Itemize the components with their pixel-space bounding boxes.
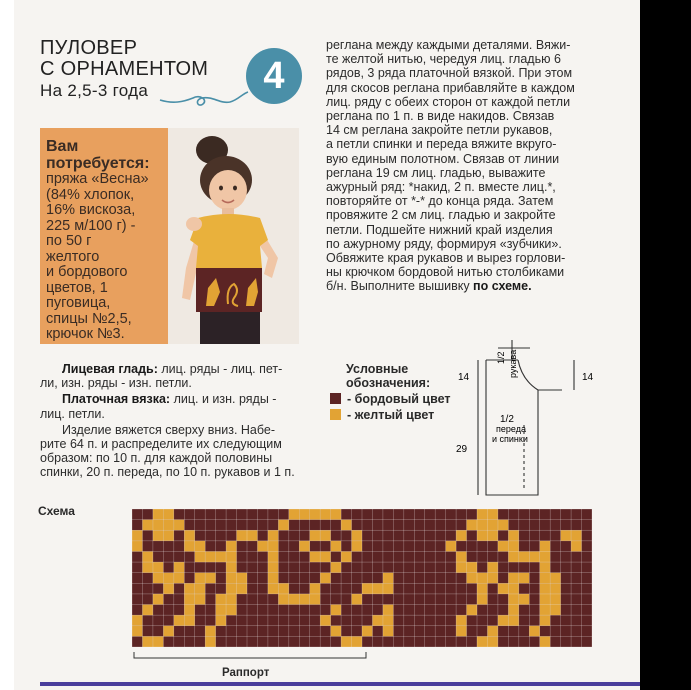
materials-line: по 50 г [46,233,92,249]
chart-cell-motif [477,520,487,531]
chart-cell-motif [226,605,236,616]
garter-text-1: лиц. и изн. ряды - [170,392,277,407]
chart-cell-motif [174,573,184,584]
chart-cell-motif [320,530,330,541]
chart-cell-motif [529,551,539,562]
chart-cell-motif [184,530,194,541]
chart-cell-motif [519,594,529,605]
instruction-line: реглана 19 см лиц. гладью, выважите [326,165,546,180]
chart-cell-motif [195,551,205,562]
title-line-2: С ОРНАМЕНТОМ [40,58,209,80]
legend-heading-line-1: Условные [346,362,409,376]
materials-line: 16% вискоза, [46,202,136,218]
chart-cell-motif [226,594,236,605]
instruction-line: петли. Подшейте нижний край изделия [326,222,553,237]
chart-cell-motif [331,562,341,573]
bottom-rule [40,682,640,686]
instruction-line: для скосов реглана прибавляйте в каждом [326,80,575,95]
chart-cell-motif [268,530,278,541]
chart-cell-motif [310,594,320,605]
instruction-last-text: б/н. Выполните вышивку [326,279,474,294]
instruction-line: по ажурному ряду, формируя «зубчики». [326,236,562,251]
instruction-line: 14 см реглана закройте петли рукавов, [326,123,553,138]
decorative-swirl-icon [158,84,258,110]
instruction-line: ажурный ряд: *накид, 2 п. вместе лиц.*, [326,180,556,195]
chart-cell-motif [257,541,267,552]
legend-heading-line-2: обозначения: [346,376,431,390]
instructions-column [326,38,622,294]
chart-cell-motif [174,615,184,626]
materials-list [46,172,170,343]
chart-cell-motif [184,541,194,552]
instruction-line: ны крючком бордовой нитью столбиками [326,265,565,280]
chart-cell-motif [226,551,236,562]
chart-cell-motif [540,636,550,647]
chart-cell-motif [205,626,215,637]
burgundy-swatch [330,393,341,404]
length-dimension: 29 [456,444,468,455]
legend-burgundy [330,392,451,406]
chart-cell-motif [487,562,497,573]
chart-cell-motif [289,594,299,605]
chart-cell-motif [540,562,550,573]
chart-cell-motif [132,626,142,637]
chart-cell-motif [237,573,247,584]
chart-cell-motif [268,541,278,552]
chart-cell-motif [456,562,466,573]
chart-cell-motif [352,594,362,605]
chart-cell-motif [184,605,194,616]
instruction-line: а петли спинки и переда вяжите вкруго- [326,137,557,152]
chart-cell-motif [456,530,466,541]
chart-cell-motif [163,583,173,594]
chart-cell-motif [477,530,487,541]
chart-cell-motif [320,509,330,520]
chart-cell-motif [467,605,477,616]
stockinette-label: Лицевая гладь: [62,362,158,376]
chart-cell-motif [205,551,215,562]
chart-cell-motif [508,615,518,626]
chart-cell-motif [216,594,226,605]
materials-line: 225 м/100 г) - [46,217,136,234]
chart-cell-motif [508,573,518,584]
chart-cell-motif [184,583,194,594]
garter-text-2: лиц. петли. [40,406,105,421]
chart-cell-motif [163,530,173,541]
chart-cell-motif [508,594,518,605]
chart-cell-motif [153,509,163,520]
chart-cell-motif [467,562,477,573]
chart-cell-motif [341,636,351,647]
intro-line: Изделие вяжется сверху вниз. Набе- [62,422,276,437]
chart-cell-motif [132,615,142,626]
instruction-line: провяжите 2 см лиц. гладью и закройте [326,208,556,223]
chart-cell-motif [226,562,236,573]
chart-cell-motif [184,594,194,605]
chart-cell-motif [216,605,226,616]
chart-cell-motif [310,530,320,541]
materials-line: спицы №2,5, [46,310,132,327]
chart-cell-motif [508,530,518,541]
materials-line: цветов, 1 [46,279,108,296]
chart-cell-motif [320,551,330,562]
chart-cell-motif [487,636,497,647]
left-margin [0,0,14,690]
chart-cell-motif [498,583,508,594]
colorwork-chart [132,509,592,647]
chart-cell-motif [142,562,152,573]
chart-cell-motif [142,520,152,531]
chart-cell-motif [487,530,497,541]
chart-cell-motif [226,541,236,552]
article-number-badge: 4 [246,48,302,104]
chart-cell-motif [456,626,466,637]
chart-cell-motif [174,520,184,531]
chart-cell-motif [226,573,236,584]
chart-cell-motif [352,541,362,552]
instruction-line: повторяйте от *-* до конца ряда. Затем [326,194,554,209]
chart-cell-motif [331,605,341,616]
materials-heading [46,138,150,172]
right-margin [640,0,691,690]
chart-cell-motif [487,573,497,584]
chart-cell-motif [163,509,173,520]
intro-line: спинки, 20 п. переда, по 10 п. рукавов и 1 п. [40,465,295,480]
chart-cell-motif [132,530,142,541]
legend-heading [346,362,430,390]
chart-cell-motif [216,551,226,562]
chart-cell-motif [299,509,309,520]
chart-cell-motif [477,636,487,647]
materials-line: пряжа «Весна» [46,171,149,187]
chart-cell-motif [132,541,142,552]
materials-line: желтого [46,248,100,265]
chart-cell-motif [195,541,205,552]
chart-cell-motif [268,562,278,573]
yellow-swatch [330,409,341,420]
schema-reference: по схеме. [473,279,532,294]
chart-cell-motif [498,541,508,552]
chart-cell-motif [163,626,173,637]
chart-cell-motif [341,551,351,562]
chart-cell-motif [383,573,393,584]
chart-cell-motif [508,551,518,562]
chart-cell-motif [205,573,215,584]
chart-cell-motif [540,605,550,616]
chart-cell-motif [153,636,163,647]
chart-cell-motif [195,573,205,584]
materials-line: и бордового [46,264,128,280]
chart-cell-motif [487,509,497,520]
model-photo [168,128,299,344]
body-word-2: и спинки [492,434,528,444]
chart-cell-motif [278,583,288,594]
materials-line: (84% хлопок, [46,186,135,203]
chart-cell-motif [467,520,477,531]
chart-cell-motif [498,520,508,531]
intro-line: образом: по 10 п. для каждой половины [40,451,273,466]
chart-cell-motif [487,626,497,637]
materials-line: крючок №3. [46,326,125,342]
instruction-line: реглана между каждыми деталями. Вяжи- [326,38,571,52]
instruction-line: рядов, 3 ряда платочной вязкой. При этом [326,66,573,81]
chart-cell-motif [362,583,372,594]
garter-line-1 [40,392,302,406]
chart-cell-motif [571,530,581,541]
chart-cell-motif [456,615,466,626]
chart-cell-motif [477,509,487,520]
chart-cell-motif [352,530,362,541]
chart-cell-motif [540,615,550,626]
chart-cell-motif [477,594,487,605]
chart-cell-motif [153,594,163,605]
chart-cell-motif [142,636,152,647]
chart-cell-motif [278,594,288,605]
body-half-label: 1/2 [500,414,514,425]
chart-cell-motif [153,520,163,531]
chart-cell-motif [508,541,518,552]
chart-cell-motif [540,541,550,552]
materials-heading-line-2: потребуется: [46,155,150,172]
burgundy-label: - бордовый цвет [347,392,451,406]
chart-cell-motif [163,573,173,584]
chart-cell-motif [529,626,539,637]
chart-cell-motif [268,583,278,594]
chart-cell-motif [352,636,362,647]
chart-cell-motif [310,583,320,594]
garter-label: Платочная вязка: [62,392,171,407]
chart-cell-motif [226,583,236,594]
instruction-line: те желтой нитью, чередуя лиц. гладью 6 [326,52,561,67]
chart-cell-motif [205,636,215,647]
yellow-label: - желтый цвет [347,408,435,422]
chart-cell-motif [299,541,309,552]
chart-cell-motif [456,551,466,562]
chart-cell-motif [184,615,194,626]
stockinette-text-1: лиц. ряды - лиц. пет- [157,362,283,376]
chart-cell-motif [331,509,341,520]
chart-cell-motif [477,583,487,594]
chart-cell-motif [372,615,382,626]
chart-cell-motif [550,573,560,584]
instruction-last-line [326,279,622,293]
right-top-dimension: 14 [582,372,594,383]
stockinette-text-2: ли, изн. ряды - изн. петли. [40,376,192,391]
instruction-line: реглана по 1 п. в виде накидов. Связав [326,109,555,124]
chart-cell-motif [362,626,372,637]
chart-cell-motif [508,583,518,594]
chart-cell-motif [331,626,341,637]
chart-cell-motif [237,583,247,594]
intro-line: рите 64 п. и распределите их следующим [40,437,282,452]
title-line-1: ПУЛОВЕР [40,37,138,59]
chart-cell-motif [278,520,288,531]
chart-cell-motif [153,573,163,584]
schema-label: Схема [38,504,75,518]
chart-cell-motif [519,551,529,562]
chart-cell-motif [550,594,560,605]
chart-cell-motif [498,615,508,626]
chart-cell-motif [289,509,299,520]
materials-line: пуговица, [46,295,111,311]
chart-cell-motif [153,530,163,541]
chart-cell-motif [299,594,309,605]
rapport-bracket [130,650,370,666]
chart-cell-motif [268,551,278,562]
chart-cell-motif [320,573,330,584]
chart-cell-motif [540,551,550,562]
chart-cell-motif [331,541,341,552]
chart-cell-motif [383,615,393,626]
chart-cell-motif [487,520,497,531]
instruction-line: вую единым полотном. Связав от линии [326,151,560,166]
instruction-line: Обвяжите края рукавов и вырез горлови- [326,251,566,266]
chart-cell-motif [508,605,518,616]
chart-cell-motif [383,626,393,637]
chart-cell-motif [383,605,393,616]
chart-cell-motif [540,573,550,584]
raglan-half-label: 1/2 [496,351,506,364]
chart-cell-motif [268,573,278,584]
left-top-dimension: 14 [458,372,470,383]
chart-cell-motif [247,530,257,541]
chart-cell-motif [341,520,351,531]
chart-cell-motif [467,573,477,584]
colorwork-grid [132,509,592,647]
chart-cell-motif [550,605,560,616]
chart-cell-motif [550,583,560,594]
chart-cell-motif [477,573,487,584]
instruction-line: лиц. ряду с обеих сторон от каждой петли [326,94,571,109]
stitch-definitions [40,362,302,480]
body-word-1: переда [496,424,526,434]
chart-cell-motif [195,594,205,605]
rapport-label: Раппорт [222,667,270,679]
chart-cell-motif [519,573,529,584]
chart-cell-motif [571,541,581,552]
chart-cell-motif [446,541,456,552]
chart-cell-motif [372,583,382,594]
child-in-sweater-image [168,128,299,344]
chart-cell-motif [163,520,173,531]
chart-cell-motif [216,615,226,626]
stockinette-line-1 [40,362,302,376]
chart-cell-motif [310,551,320,562]
chart-cell-motif [540,594,550,605]
chart-cell-motif [383,583,393,594]
chart-cell-motif [195,583,205,594]
garment-diagram [450,330,610,500]
chart-cell-motif [142,605,152,616]
chart-cell-motif [142,551,152,562]
chart-cell-motif [320,615,330,626]
chart-cell-motif [174,562,184,573]
materials-heading-line-1: Вам [46,138,79,155]
chart-cell-motif [540,583,550,594]
chart-cell-motif [153,562,163,573]
legend-yellow [330,408,434,422]
chart-cell-motif [237,530,247,541]
age-range: На 2,5-3 года [40,81,149,100]
chart-cell-motif [310,509,320,520]
chart-cell-motif [561,530,571,541]
raglan-word-label: рукава [508,349,518,378]
